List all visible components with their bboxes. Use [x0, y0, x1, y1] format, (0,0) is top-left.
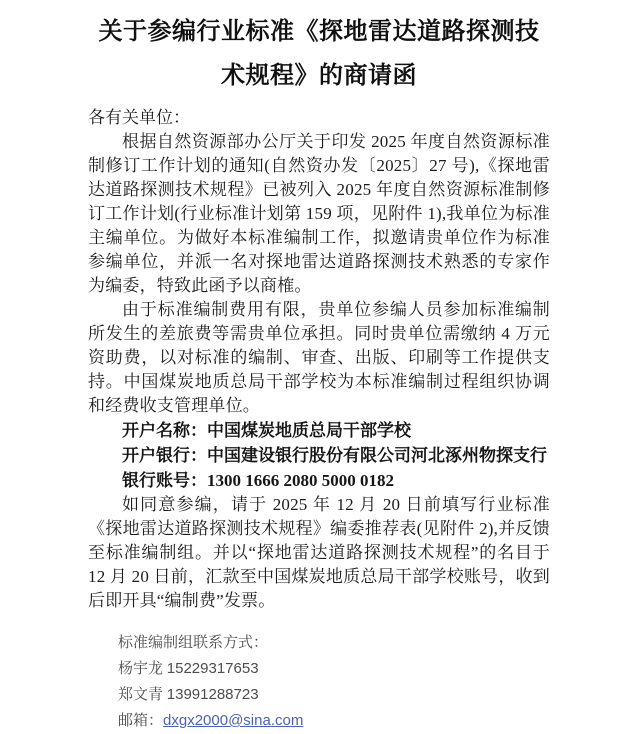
contact-name: 郑文青: [118, 687, 164, 703]
contact-row: [118, 656, 550, 682]
contact-email-row: [118, 708, 550, 734]
contact-row: [118, 682, 550, 708]
salutation: 各有关单位：: [88, 108, 190, 127]
contact-block: [118, 631, 550, 734]
email-link[interactable]: dxgx2000@sina.com: [163, 712, 304, 729]
paragraph-intro: 根据自然资源部办公厅关于印发 2025 年度自然资源标准制修订工作计划的通知(自然资办发〔2025〕27 号),《探地雷达道路探测技术规程》已被列入 2025 年度自然资源标准制修订工作计划(行业标准计划第 159 项，见附件 1),我单位为标准主编单位。为做好本标准编制工作，拟邀请贵单位作为标准参编单位，并派一名对探地雷达道路探测技术熟悉的专家作为编委，特致此函予以商榷。: [88, 132, 550, 295]
email-label: 邮箱：: [118, 713, 164, 729]
paragraph-fees: 由于标准编制费用有限，贵单位参编人员参加标准编制所发生的差旅费等需贵单位承担。同时贵单位需缴纳 4 万元资助费，以对标准的编制、审查、出版、印刷等工作提供支持。中国煤炭地质总局干部学校为本标准编制过程组织协调和经费收支管理单位。: [88, 300, 550, 415]
contact-name: 杨宇龙: [118, 661, 164, 677]
bank-account-name: 开户名称：中国煤炭地质总局干部学校: [122, 421, 411, 440]
document-title: 关于参编行业标准《探地雷达道路探测技术规程》的商请函: [98, 19, 540, 89]
bank-account-number: 银行账号：1300 1666 2080 5000 0182: [122, 471, 394, 490]
contact-phone: 13991288723: [166, 686, 259, 703]
contact-heading: 标准编制组联系方式：: [118, 635, 269, 651]
bank-name: 开户银行：中国建设银行股份有限公司河北涿州物探支行: [122, 446, 547, 465]
paragraph-closing: 如同意参编，请于 2025 年 12 月 20 日前填写行业标准《探地雷达道路探测技术规程》编委推荐表(见附件 2),并反馈至标准编制组。并以“探地雷达道路探测技术规程”的名目于 12 月 20 日前，汇款至中国煤炭地质总局干部学校账号，收到后即开具“编制费”发票。: [88, 495, 550, 610]
contact-phone: 15229317653: [166, 660, 259, 677]
